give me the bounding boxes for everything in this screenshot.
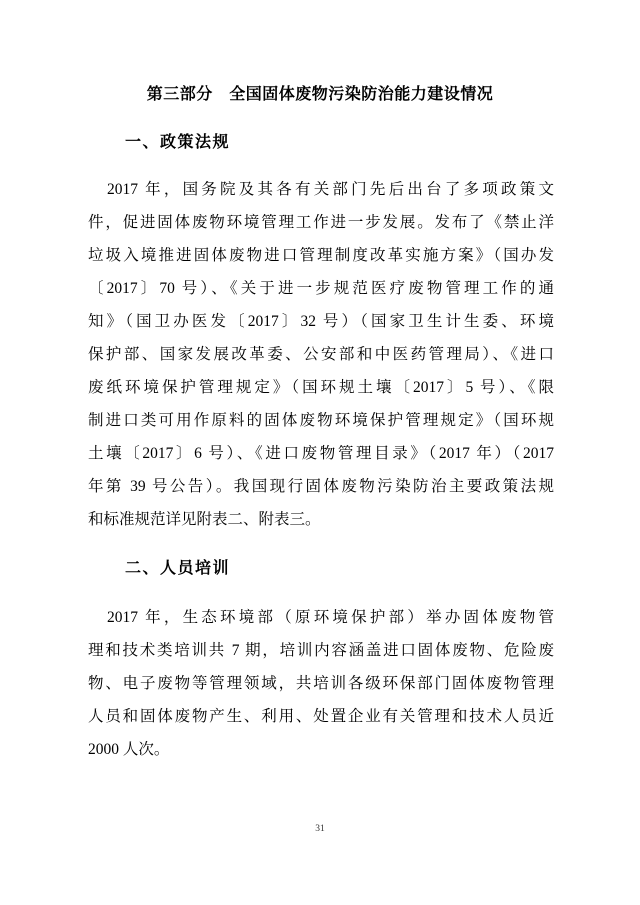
section-heading-policy-regulations: 一、政策法规 <box>125 134 231 151</box>
page-number: 31 <box>315 824 325 834</box>
text-line: 2000 人次。 <box>88 741 170 758</box>
text-line: 物、电子废物等管理领域，共培训各级环保部门固体废物管理 <box>88 675 554 692</box>
text-line: 知》（国卫办医发〔2017〕32 号）（国家卫生计生委、环境 <box>88 313 554 330</box>
text-line: 〔2017〕70 号）、《关于进一步规范医疗废物管理工作的通 <box>88 280 554 297</box>
text-line: 2017 年，生态环境部（原环境保护部）举办固体废物管 <box>107 609 554 626</box>
paragraph-personnel-training <box>88 601 554 766</box>
text-line: 理和技术类培训共 7 期，培训内容涵盖进口固体废物、危险废 <box>88 642 554 659</box>
text-line: 废纸环境保护管理规定》（国环规土壤〔2017〕5 号）、《限 <box>88 379 554 396</box>
text-line: 垃圾入境推进固体废物进口管理制度改革实施方案》（国办发 <box>88 247 554 264</box>
text-line: 土壤〔2017〕6 号）、《进口废物管理目录》（2017 年）（2017 <box>88 445 554 462</box>
paragraph-policy-regulations <box>88 173 554 536</box>
text-line: 年第 39 号公告）。我国现行固体废物污染防治主要政策法规 <box>88 478 554 495</box>
text-line: 2017 年，国务院及其各有关部门先后出台了多项政策文 <box>107 181 554 198</box>
text-line: 件，促进固体废物环境管理工作进一步发展。发布了《禁止洋 <box>88 214 554 231</box>
text-line: 保护部、国家发展改革委、公安部和中医药管理局）、《进口 <box>88 346 554 363</box>
text-line: 和标准规范详见附表二、附表三。 <box>88 511 321 528</box>
section-heading-personnel-training: 二、人员培训 <box>125 560 231 577</box>
text-line: 人员和固体废物产生、利用、处置企业有关管理和技术人员近 <box>88 708 554 725</box>
text-line: 制进口类可用作原料的固体废物环境保护管理规定》（国环规 <box>88 412 554 429</box>
document-title: 第三部分 全国固体废物污染防治能力建设情况 <box>146 86 494 103</box>
